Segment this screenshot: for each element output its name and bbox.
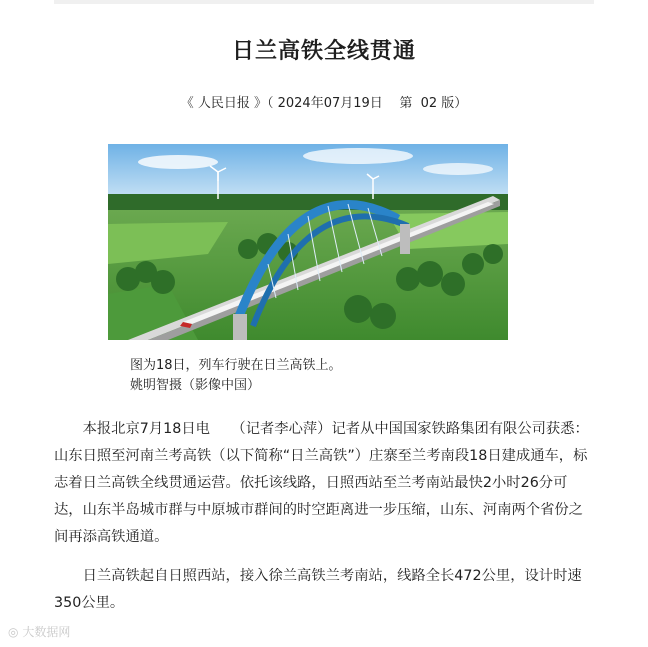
- top-divider: [54, 0, 594, 4]
- caption-line: 图为18日，列车行驶在日兰高铁上。: [130, 358, 342, 373]
- article-body: [54, 416, 594, 629]
- caption-credit: 姚明智摄（影像中国）: [130, 378, 261, 393]
- body-paragraph: 本报北京7月18日电 （记者李心萍）记者从中国国家铁路集团有限公司获悉：山东日照至河南兰考高铁（以下简称“日兰高铁”）庄寨至兰考南段18日建成通车，标志着日兰高铁全线贯通运营。依托该线路，日照西站至兰考南站最快2小时26分可达，山东半岛城市群与中原城市群间的时空距离进一步压缩，山东、河南两个省份之间再添高铁通道。: [54, 421, 589, 545]
- article-source: 《 人民日报 》（ 2024年07月19日 第 02 版）: [180, 96, 468, 111]
- article-photo: [108, 144, 508, 340]
- watermark: [8, 623, 70, 640]
- photo-caption: [130, 356, 342, 396]
- article-headline: 日兰高铁全线贯通: [231, 39, 416, 64]
- watermark-logo-icon: ◎: [8, 625, 19, 639]
- watermark-text: 大数据网: [22, 625, 71, 639]
- body-paragraph: 日兰高铁起自日照西站，接入徐兰高铁兰考南站，线路全长472公里，设计时速350公里。: [54, 568, 582, 611]
